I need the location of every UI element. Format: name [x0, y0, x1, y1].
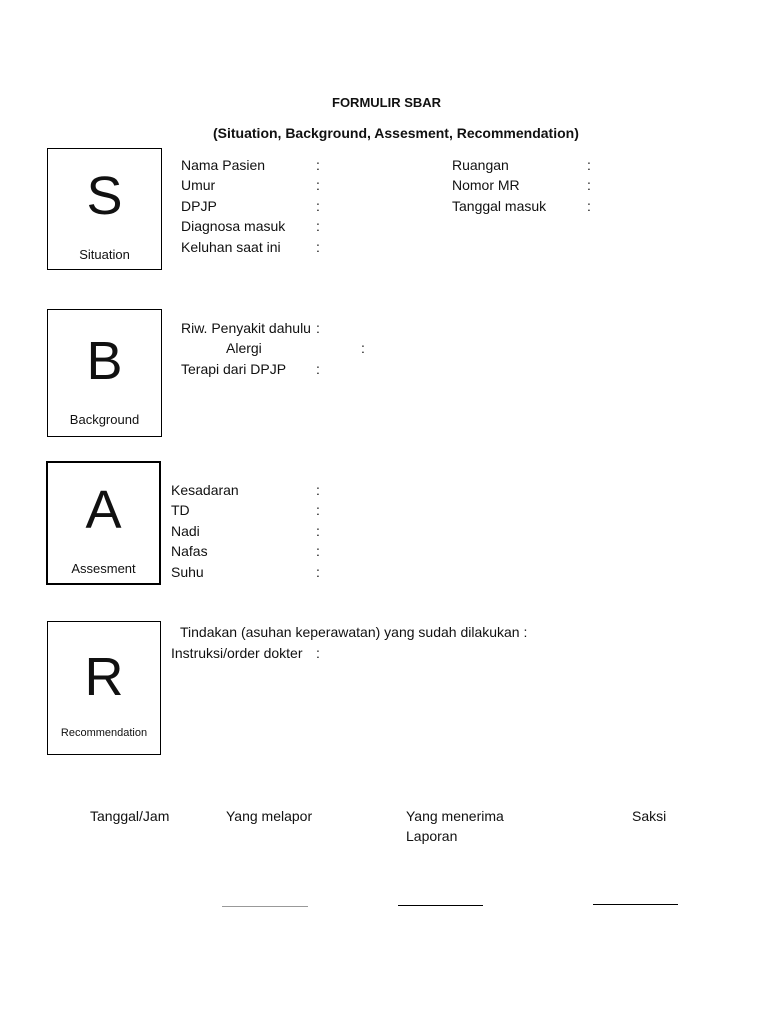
- colon: :: [316, 543, 320, 559]
- assessment-caption: Assesment: [71, 561, 136, 576]
- colon: :: [316, 198, 320, 214]
- signature-line-pelapor: [222, 906, 308, 907]
- form-title: FORMULIR SBAR: [332, 95, 442, 110]
- label-dpjp: DPJP: [181, 198, 217, 214]
- colon: :: [316, 523, 320, 539]
- assessment-box: [46, 461, 161, 585]
- signature-line-penerima: [398, 905, 483, 906]
- label-yang-melapor: Yang melapor: [226, 808, 313, 824]
- label-kesadaran: Kesadaran: [171, 482, 239, 498]
- label-saksi: Saksi: [632, 808, 667, 824]
- colon: :: [587, 177, 591, 193]
- situation-caption: Situation: [79, 247, 130, 262]
- recommendation-letter: R: [84, 647, 124, 707]
- label-riwayat-penyakit: Riw. Penyakit dahulu: [181, 320, 311, 336]
- background-letter: B: [86, 331, 123, 391]
- signature-line-saksi: [593, 904, 678, 905]
- label-tindakan: Tindakan (asuhan keperawatan) yang sudah dilakukan :: [180, 624, 528, 640]
- label-alergi: Alergi: [226, 340, 262, 356]
- label-terapi-dpjp: Terapi dari DPJP: [181, 361, 287, 377]
- label-instruksi-dokter: Instruksi/order dokter: [171, 645, 303, 661]
- form-subtitle: (Situation, Background, Assesment, Recommendation): [213, 125, 579, 141]
- label-nomor-mr: Nomor MR: [452, 177, 520, 193]
- colon: :: [316, 239, 320, 255]
- label-yang-menerima: Yang menerima: [406, 808, 504, 824]
- colon: :: [316, 361, 320, 377]
- recommendation-caption: Recommendation: [60, 727, 148, 739]
- colon: :: [587, 198, 591, 214]
- label-nama-pasien: Nama Pasien: [181, 157, 266, 173]
- background-caption: Background: [69, 412, 140, 427]
- colon: :: [361, 340, 365, 356]
- colon: :: [316, 564, 320, 580]
- situation-letter: S: [86, 166, 123, 226]
- colon: :: [316, 482, 320, 498]
- label-td: TD: [171, 502, 190, 518]
- colon: :: [316, 218, 320, 234]
- colon: :: [316, 177, 320, 193]
- label-keluhan: Keluhan saat ini: [181, 239, 281, 255]
- label-tanggal-masuk: Tanggal masuk: [452, 198, 547, 214]
- background-box: [47, 309, 162, 437]
- colon: :: [316, 645, 320, 661]
- label-nafas: Nafas: [171, 543, 208, 559]
- label-laporan: Laporan: [406, 828, 458, 844]
- situation-box: [47, 148, 162, 270]
- colon: :: [316, 320, 320, 336]
- colon: :: [316, 157, 320, 173]
- label-suhu: Suhu: [171, 564, 204, 580]
- recommendation-box: [47, 621, 161, 755]
- label-diagnosa-masuk: Diagnosa masuk: [181, 218, 286, 234]
- label-tanggal-jam: Tanggal/Jam: [90, 808, 170, 824]
- label-umur: Umur: [181, 177, 216, 193]
- colon: :: [316, 502, 320, 518]
- colon: :: [587, 157, 591, 173]
- assessment-letter: A: [85, 480, 122, 540]
- label-nadi: Nadi: [171, 523, 200, 539]
- label-ruangan: Ruangan: [452, 157, 509, 173]
